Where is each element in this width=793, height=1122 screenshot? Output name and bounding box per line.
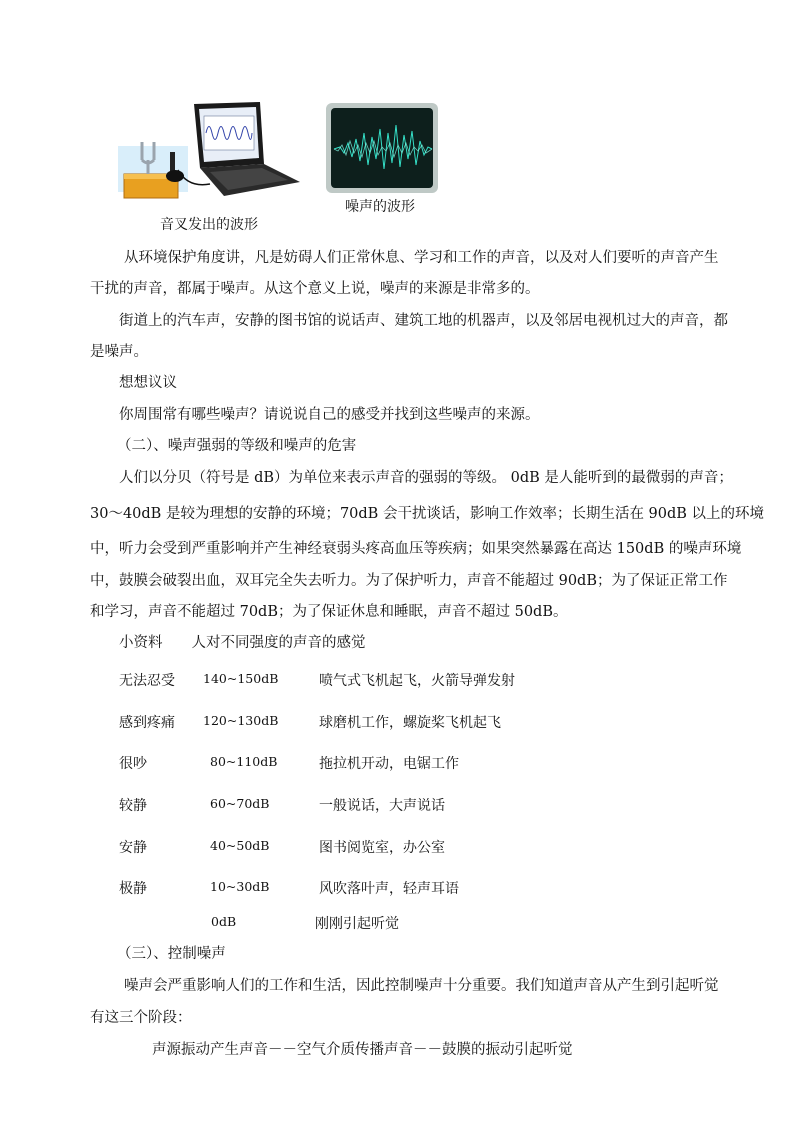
tuning-fork-caption: 音叉发出的波形 bbox=[160, 217, 258, 233]
tuning-fork-laptop-illustration bbox=[118, 100, 303, 200]
noise-wave-figure bbox=[326, 103, 438, 193]
range-label: 10~30dB bbox=[210, 879, 270, 894]
paragraph-4-line-1: 噪声会严重影响人们的工作和生活，因此控制噪声十分重要。我们知道声音从产生到引起听觉 bbox=[124, 978, 719, 994]
range-label: 60~70dB bbox=[210, 796, 270, 811]
paragraph-2-line-2: 是噪声。 bbox=[90, 344, 148, 360]
example-label: 图书阅览室，办公室 bbox=[319, 840, 445, 856]
range-label: 40~50dB bbox=[210, 838, 270, 853]
example-label: 拖拉机开动，电锯工作 bbox=[319, 756, 459, 772]
paragraph-3-line-2: 30～40dB 是较为理想的安静的环境；70dB 会干扰谈话，影响工作效率；长期生活在 90dB 以上的环境 bbox=[90, 506, 765, 522]
paragraph-3-line-1: 人们以分贝（符号是 dB）为单位来表示声音的强弱的等级。 0dB 是人能听到的最微弱的声音； bbox=[119, 470, 733, 486]
section-3-title: （三）、控制噪声 bbox=[117, 946, 226, 962]
sound-stages: 声源振动产生声音－－空气介质传播声音－－鼓膜的振动引起听觉 bbox=[152, 1042, 573, 1058]
think-title: 想想议议 bbox=[119, 375, 177, 391]
range-label: 140~150dB bbox=[203, 671, 279, 686]
oscilloscope-noise-illustration bbox=[326, 103, 438, 193]
think-question: 你周围常有哪些噪声？请说说自己的感受并找到这些噪声的来源。 bbox=[119, 407, 540, 423]
tuning-fork-figure bbox=[118, 100, 303, 200]
noise-wave-caption: 噪声的波形 bbox=[345, 199, 415, 215]
level-label: 无法忍受 bbox=[119, 673, 175, 689]
range-label: 0dB bbox=[211, 914, 237, 929]
paragraph-3-line-3: 中，听力会受到严重影响并产生神经衰弱头疼高血压等疾病；如果突然暴露在高达 150dB 的噪声环境 bbox=[90, 541, 742, 557]
paragraph-3-line-4: 中，鼓膜会破裂出血，双耳完全失去听力。为了保护听力，声音不能超过 90dB；为了保证正常工作 bbox=[90, 573, 728, 589]
section-2-title: （二）、噪声强弱的等级和噪声的危害 bbox=[117, 438, 357, 454]
range-label: 80~110dB bbox=[210, 754, 278, 769]
example-label: 喷气式飞机起飞，火箭导弹发射 bbox=[319, 673, 515, 689]
level-label: 极静 bbox=[119, 881, 147, 897]
range-label: 120~130dB bbox=[203, 713, 279, 728]
example-label: 刚刚引起听觉 bbox=[315, 916, 399, 932]
level-label: 很吵 bbox=[119, 756, 147, 772]
example-label: 一般说话，大声说话 bbox=[319, 798, 445, 814]
paragraph-1-line-1: 从环境保护角度讲，凡是妨碍人们正常休息、学习和工作的声音，以及对人们要听的声音产生 bbox=[124, 250, 719, 266]
paragraph-2-line-1: 街道上的汽车声，安静的图书馆的说话声、建筑工地的机器声，以及邻居电视机过大的声音，都 bbox=[119, 313, 728, 329]
paragraph-3-line-5: 和学习，声音不能超过 70dB；为了保证休息和睡眠，声音不超过 50dB。 bbox=[90, 604, 568, 620]
paragraph-1-line-2: 干扰的声音，都属于噪声。从这个意义上说，噪声的来源是非常多的。 bbox=[90, 281, 540, 297]
example-label: 风吹落叶声，轻声耳语 bbox=[319, 881, 459, 897]
info-title: 小资料 人对不同强度的声音的感觉 bbox=[119, 635, 366, 651]
level-label: 安静 bbox=[119, 840, 147, 856]
level-label: 较静 bbox=[119, 798, 147, 814]
paragraph-4-line-2: 有这三个阶段： bbox=[90, 1010, 192, 1026]
example-label: 球磨机工作，螺旋桨飞机起飞 bbox=[319, 715, 501, 731]
level-label: 感到疼痛 bbox=[119, 715, 175, 731]
